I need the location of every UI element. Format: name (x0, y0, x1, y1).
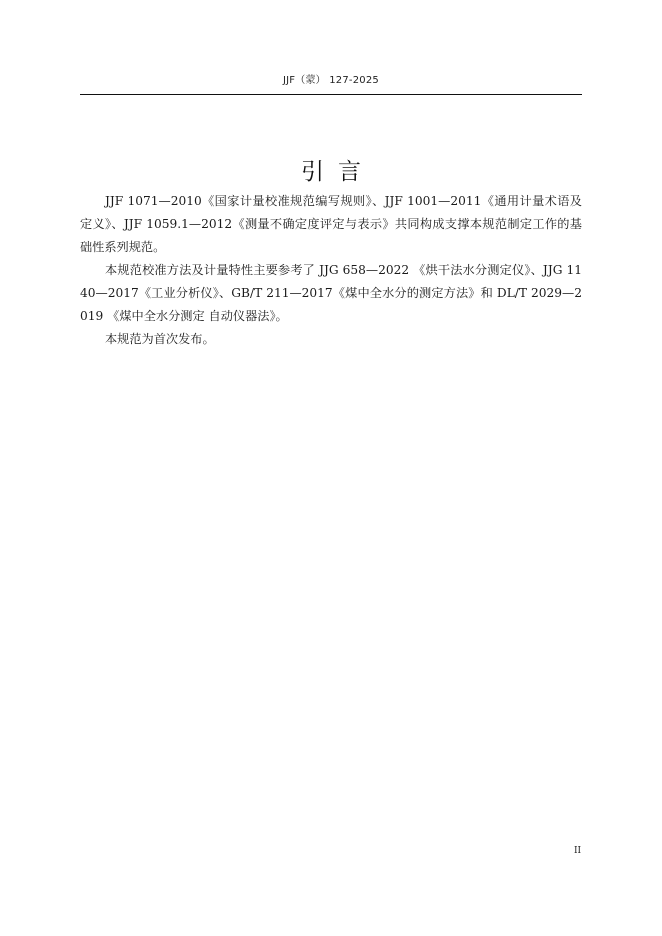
paragraph: 本规范校准方法及计量特性主要参考了 JJG 658—2022 《烘干法水分测定仪》、JJG 1140—2017《工业分析仪》、GB/T 211—2017《煤中全水分的测定方法》和 DL/T 2029—2019 《煤中全水分测定 自动仪器法》。 (80, 263, 582, 323)
section-title: 引言 (301, 159, 375, 185)
page-number: II (574, 846, 582, 856)
page-header: JJF（蒙） 127-2025 (283, 75, 379, 86)
paragraph: JJF 1071—2010《国家计量校准规范编写规则》、JJF 1001—2011《通用计量术语及定义》、JJF 1059.1—2012《测量不确定度评定与表示》共同构成支撑本规范制定工作的基础性系列规范。 (80, 194, 582, 254)
paragraph: 本规范为首次发布。 (105, 332, 215, 346)
header-divider (80, 94, 582, 95)
document-body (80, 190, 582, 351)
